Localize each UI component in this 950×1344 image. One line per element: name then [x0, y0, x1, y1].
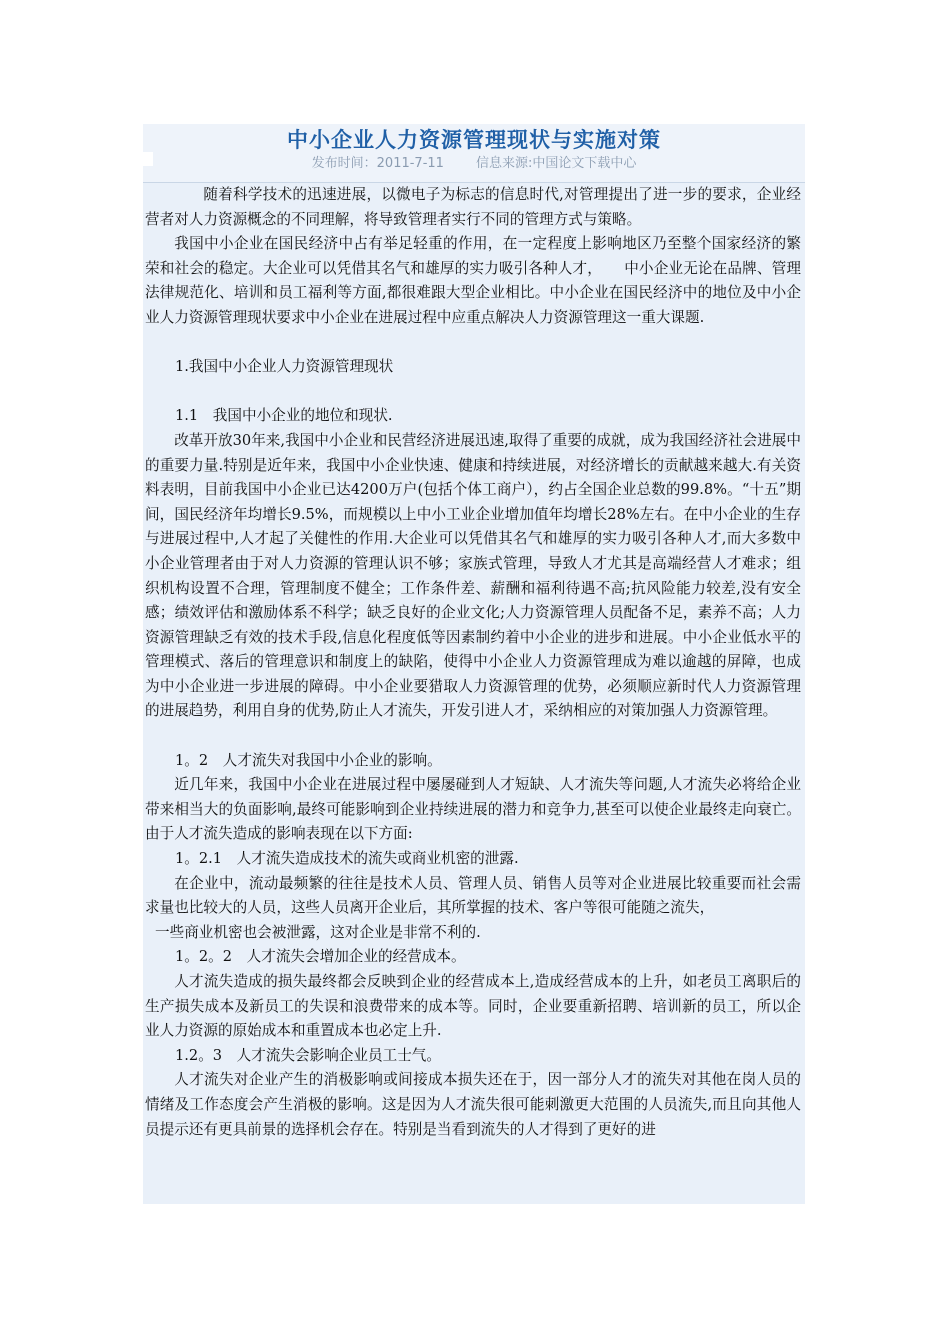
paragraph: 近几年来，我国中小企业在进展过程中屡屡碰到人才短缺、人才流失等问题,人才流失必将给企业带来相当大的负面影响,最终可能影响到企业持续进展的潜力和竞争力,甚至可以使企业最终走向衰亡。由于人才流失造成的影响表现在以下方面: [145, 776, 801, 843]
paragraph: 我国中小企业在国民经济中占有举足轻重的作用，在一定程度上影响地区乃至整个国家经济的繁荣和社会的稳定。大企业可以凭借其名气和雄厚的实力吸引各种人才， 中小企业无论在品牌、管理法律规范化、培训和员工福利等方面,都很难跟大型企业相比。中小企业在国民经济中的地位及中小企业人力资源管理现状要求中小企业在进展过程中应重点解决人力资源管理这一重大课题. [145, 235, 801, 326]
paragraph: 在企业中，流动最频繁的往往是技术人员、管理人员、销售人员等对企业进展比较重要而社会需求量也比较大的人员，这些人员离开企业后，其所掌握的技术、客户等很可能随之流失， [145, 874, 801, 917]
paragraph: 人才流失对企业产生的消极影响或间接成本损失还在于，因一部分人才的流失对其他在岗人员的情绪及工作态度会产生消极的影响。这是因为人才流失很可能刺激更大范围的人员流失,而且向其他人员提示还有更具前景的选择机会存在。特别是当看到流失的人才得到了更好的进 [145, 1071, 801, 1138]
section-heading: 1.我国中小企业人力资源管理现状 [175, 358, 394, 376]
publish-time: 发布时间：2011-7-11 [311, 156, 444, 171]
subsection-heading: 1。2.1 人才流失造成技术的流失或商业机密的泄露. [175, 850, 519, 868]
article-header [143, 124, 805, 183]
paragraph: 一些商业机密也会被泄露，这对企业是非常不利的. [155, 923, 481, 941]
paragraph: 人才流失造成的损失最终都会反映到企业的经营成本上,造成经营成本的上升，如老员工离职后的生产损失成本及新员工的失误和浪费带来的成本等。同时，企业要重新招聘、培训新的员工，所以企业人力资源的原始成本和重置成本也必定上升. [145, 973, 801, 1040]
article-body [143, 183, 805, 1142]
article-title: 中小企业人力资源管理现状与实施对策 [287, 128, 661, 152]
paragraph: 随着科学技术的迅速进展，以微电子为标志的信息时代,对管理提出了进一步的要求，企业经营者对人力资源概念的不同理解，将导致管理者实行不同的管理方式与策略。 [145, 186, 801, 228]
subsection-heading: 1。2 人才流失对我国中小企业的影响。 [175, 751, 442, 769]
subsection-heading: 1.1 我国中小企业的地位和现状. [175, 407, 393, 425]
subsection-heading: 1.2。3 人才流失会影响企业员工士气。 [175, 1046, 441, 1064]
article-source: 信息来源:中国论文下载中心 [475, 156, 637, 171]
paragraph: 改革开放30年来,我国中小企业和民营经济进展迅速,取得了重要的成就，成为我国经济社会进展中的重要力量.特别是近年来，我国中小企业快速、健康和持续进展，对经济增长的贡献越来越大.有关资料表明，目前我国中小企业已达4200万户(包括个体工商户），约占全国企业总数的99.8%。“十五”期间，国民经济年均增长9.5%，而规模以上中小工业企业增加值年均增长28%左右。在中小企业的生存与进展过程中,人才起了关健性的作用.大企业可以凭借其名气和雄厚的实力吸引各种人才,而大多数中小企业管理者由于对人力资源的管理认识不够；家族式管理，导致人才尤其是高端经营人才难求；组织机构设置不合理，管理制度不健全；工作条件差、薪酬和福利待遇不高;抗风险能力较差,没有安全感；绩效评估和激励体系不科学；缺乏良好的企业文化;人力资源管理人员配备不足，素养不高；人力资源管理缺乏有效的技术手段,信息化程度低等因素制约着中小企业的进步和进展。中小企业低水平的管理模式、落后的管理意识和制度上的缺陷，使得中小企业人力资源管理成为难以逾越的屏障，也成为中小企业进一步进展的障碍。中小企业要猎取人力资源管理的优势，必须顺应新时代人力资源管理的进展趋势，利用自身的优势,防止人才流失，开发引进人才，采纳相应的对策加强人力资源管理。 [145, 431, 801, 720]
article-meta [143, 154, 805, 174]
subsection-heading: 1。2。2 人才流失会增加企业的经营成本。 [175, 948, 466, 966]
article-panel [143, 124, 805, 1204]
